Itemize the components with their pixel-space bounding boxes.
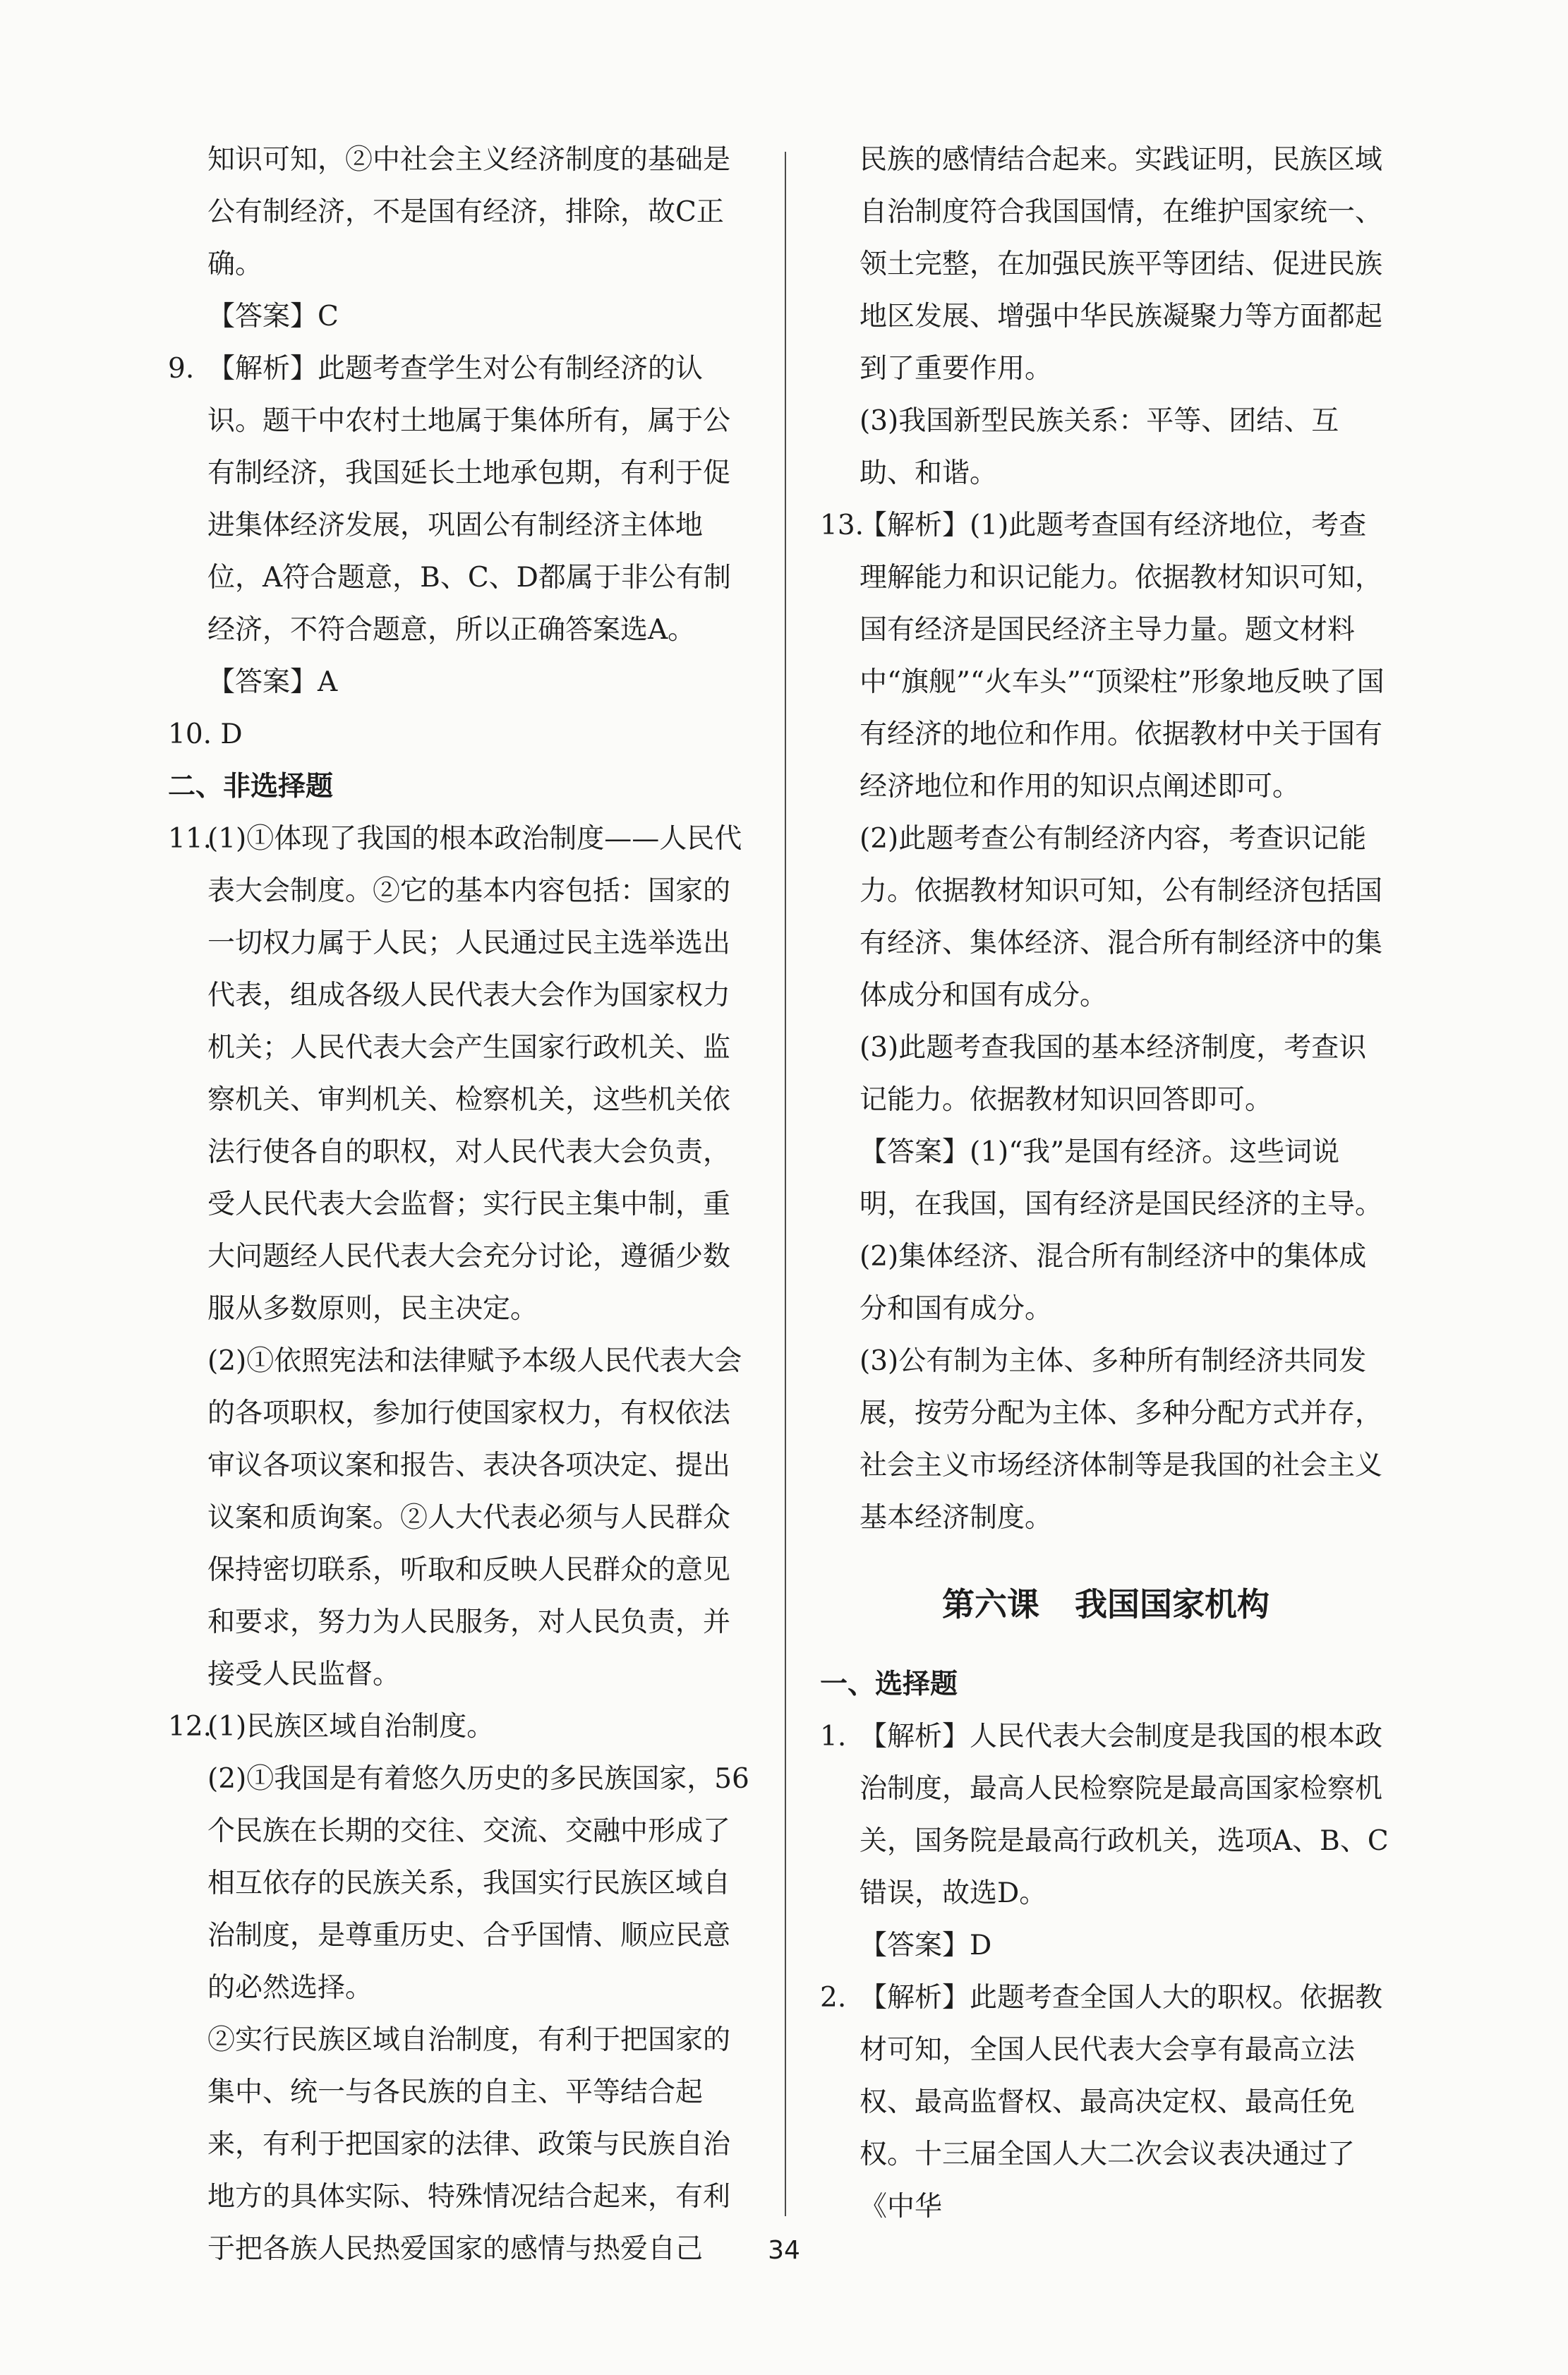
lesson-title xyxy=(820,1578,1392,1630)
section-heading: 二、非选择题 xyxy=(168,771,334,802)
column-divider xyxy=(785,152,786,2216)
answer-line: 【答案】(1)“我”是国有经济。这些词说明，在我国，国有经济是国民经济的主导。 xyxy=(860,1136,1383,1220)
answer-line: 【答案】A xyxy=(207,666,338,698)
question-2 xyxy=(820,1972,1392,2233)
answer-line: (2)集体经济、混合所有制经济中的集体成分和国有成分。 xyxy=(860,1241,1367,1325)
answer-line: 【答案】D xyxy=(860,1930,992,1961)
question-number: 1. xyxy=(820,1721,847,1752)
question-number: 11. xyxy=(168,823,212,855)
question-text: 【解析】(1)此题考查国有经济地位，考查理解能力和识记能力。依据教材知识可知，国有经济是国民经济主导力量。题文材料中“旗舰”“火车头”“顶梁柱”形象地反映了国有经济的地位和作用。依据教材中关于国有经济地位和作用的知识点阐述即可。 xyxy=(860,510,1385,802)
section-heading: 一、选择题 xyxy=(820,1668,958,1700)
question-text: (1)①体现了我国的根本政治制度——人民代表大会制度。②它的基本内容包括：国家的一切权力属于人民；人民通过民主选举选出代表，组成各级人民代表大会作为国家权力机关；人民代表大会产生国家行政机关、监察机关、审判机关、检察机关，这些机关依法行使各自的职权，对人民代表大会负责，受人民代表大会监督；实行民主集中制，重大问题经人民代表大会充分讨论，遵循少数服从多数原则，民主决定。 xyxy=(207,823,742,1325)
question-number: 12. xyxy=(168,1711,212,1743)
question-9 xyxy=(168,343,754,656)
lesson-number: 第六课 xyxy=(942,1585,1039,1623)
right-column xyxy=(820,134,1392,2233)
question-number: 9. xyxy=(168,353,195,385)
question-text: (2)①依照宪法和法律赋予本级人民代表大会的各项职权，参加行使国家权力，有权依法审议各项议案和报告、表决各项决定、提出议案和质询案。②人大代表必须与人民群众保持密切联系，听取和反映人民群众的意见和要求，努力为人民服务，对人民负责，并接受人民监督。 xyxy=(207,1345,742,1690)
left-column xyxy=(168,134,754,2275)
question-text: (2)此题考查公有制经济内容，考查识记能力。依据教材知识可知，公有制经济包括国有经济、集体经济、混合所有制经济中的集体成分和国有成分。 xyxy=(860,823,1383,1011)
answer-line: (3)公有制为主体、多种所有制经济共同发展，按劳分配为主体、多种分配方式并存，社会主义市场经济体制等是我国的社会主义基本经济制度。 xyxy=(860,1345,1383,1534)
text-line: 知识可知，②中社会主义经济制度的基础是公有制经济，不是国有经济，排除，故C正确。 xyxy=(207,144,731,280)
question-text: (2)①我国是有着悠久历史的多民族国家，56个民族在长期的交往、交流、交融中形成了相互依存的民族关系，我国实行民族区域自治制度，是尊重历史、合乎国情、顺应民意的必然选择。 xyxy=(207,1763,749,2004)
question-13 xyxy=(820,500,1392,813)
question-text: (3)此题考查我国的基本经济制度，考查识记能力。依据教材知识回答即可。 xyxy=(860,1032,1367,1116)
question-text: (1)民族区域自治制度。 xyxy=(207,1711,495,1743)
page-number: 34 xyxy=(768,2236,800,2265)
question-number: 2. xyxy=(820,1982,847,2014)
question-number: 13. xyxy=(820,510,864,541)
lesson-name: 我国国家机构 xyxy=(1075,1585,1270,1623)
question-text: 【解析】此题考查全国人大的职权。依据教材可知，全国人民代表大会享有最高立法权、最高监督权、最高决定权、最高任免权。十三届全国人大二次会议表决通过了《中华 xyxy=(860,1982,1383,2223)
question-text: 【解析】人民代表大会制度是我国的根本政治制度，最高人民检察院是最高国家检察机关，国务院是最高行政机关，选项A、B、C错误，故选D。 xyxy=(860,1721,1389,1909)
text-line: (3)我国新型民族关系：平等、团结、互助、和谐。 xyxy=(860,405,1339,489)
question-text: ②实行民族区域自治制度，有利于把国家的集中、统一与各民族的自主、平等结合起来，有利于把国家的法律、政策与民族自治地方的具体实际、特殊情况结合起来，有利于把各族人民热爱国家的感情与热爱自己 xyxy=(207,2024,731,2265)
question-text: 【解析】此题考查学生对公有制经济的认识。题干中农村土地属于集体所有，属于公有制经济，我国延长土地承包期，有利于促进集体经济发展，巩固公有制经济主体地位，A符合题意，B、C、D都属于非公有制经济，不符合题意，所以正确答案选A。 xyxy=(207,353,731,646)
text-line: 民族的感情结合起来。实践证明，民族区域自治制度符合我国国情，在维护国家统一、领土完整，在加强民族平等团结、促进民族地区发展、增强中华民族凝聚力等方面都起到了重要作用。 xyxy=(860,144,1383,385)
question-11 xyxy=(168,813,754,1335)
question-1 xyxy=(820,1711,1392,1920)
question-12 xyxy=(168,1701,754,1753)
question-10: 10. D xyxy=(168,718,243,750)
answer-line: 【答案】C xyxy=(207,301,339,332)
